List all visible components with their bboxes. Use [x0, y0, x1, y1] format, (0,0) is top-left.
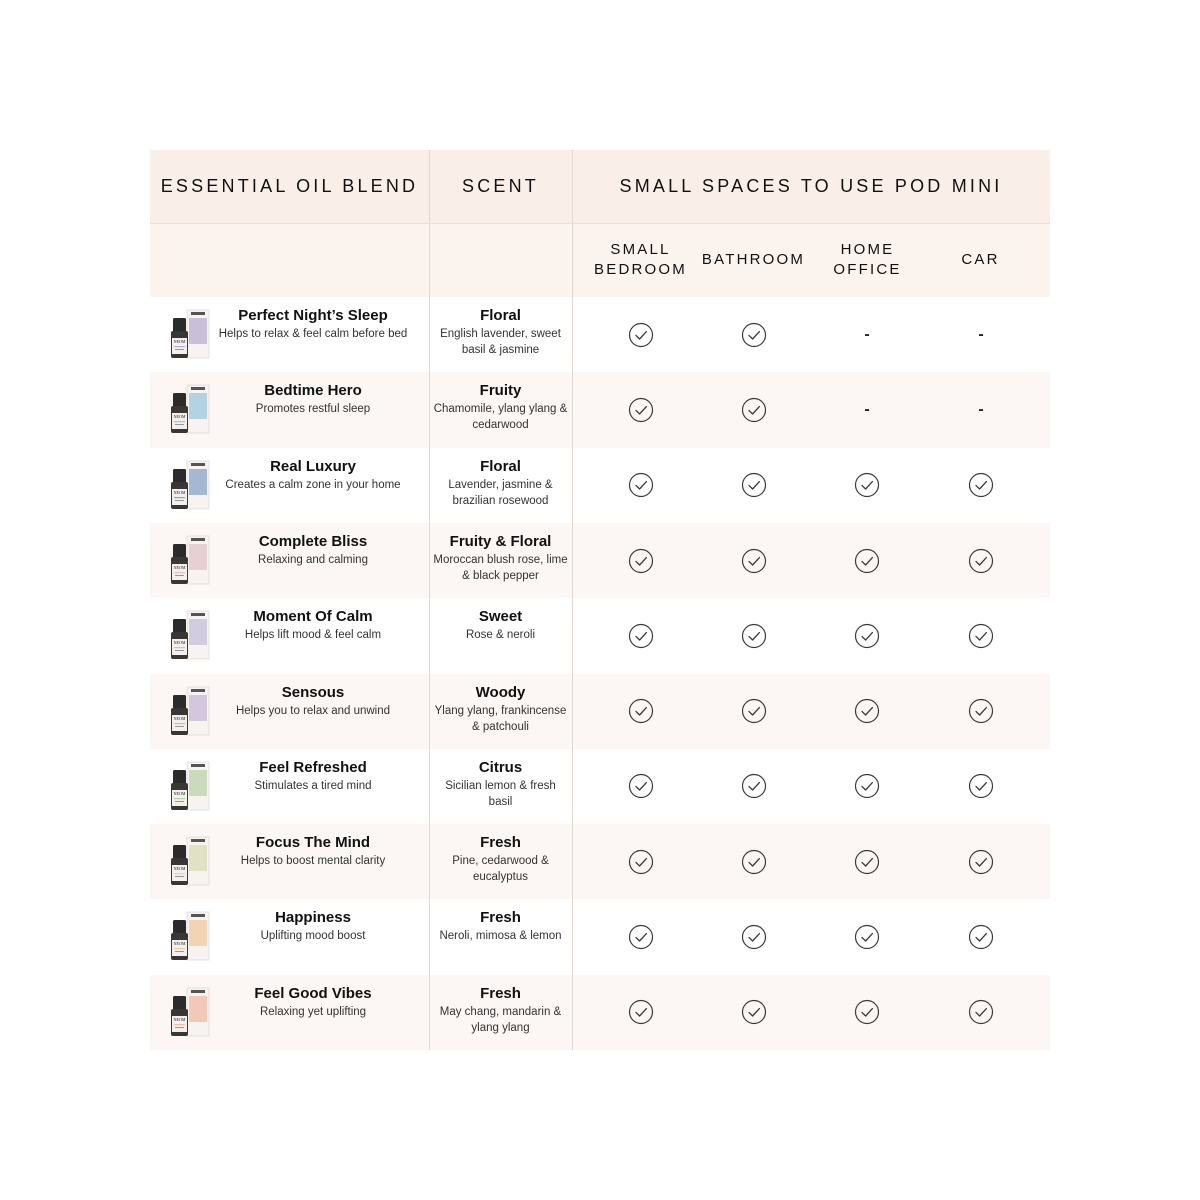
brand-label: NEOM — [173, 564, 186, 570]
space-header-small-bedroom: SMALL BEDROOM — [594, 241, 687, 278]
blend-name: Bedtime Hero — [264, 382, 362, 400]
comparison-table — [150, 150, 1050, 1050]
table-row — [150, 598, 1050, 673]
scent-name: Woody — [475, 683, 526, 701]
check-icon — [628, 397, 654, 423]
brand-label: NEOM — [173, 1016, 186, 1022]
blend-name: Feel Refreshed — [259, 758, 367, 776]
table-row — [150, 899, 1050, 974]
brand-label: NEOM — [173, 866, 186, 872]
scent-notes: Moroccan blush rose, lime & black pepper — [433, 553, 568, 582]
table-row — [150, 749, 1050, 824]
check-icon — [854, 472, 880, 498]
table-row — [150, 297, 1050, 372]
blend-description: Helps you to relax and unwind — [235, 704, 391, 717]
blend-name: Sensous — [281, 683, 345, 701]
check-icon — [741, 623, 767, 649]
space-cell — [698, 448, 811, 523]
check-icon — [628, 924, 654, 950]
check-icon — [628, 773, 654, 799]
scent-notes: Ylang ylang, frankincense & patchouli — [434, 704, 567, 733]
table-row — [150, 523, 1050, 598]
blend-name: Complete Bliss — [258, 532, 368, 550]
header-divider — [150, 223, 1050, 224]
scent-name: Fruity — [479, 382, 522, 400]
space-cell — [698, 598, 811, 673]
check-icon — [968, 924, 994, 950]
space-cell — [811, 523, 924, 598]
not-suitable-dash: - — [978, 400, 984, 418]
check-icon — [968, 472, 994, 498]
column-divider — [429, 150, 430, 1050]
blend-description: Creates a calm zone in your home — [225, 478, 401, 491]
check-icon — [741, 999, 767, 1025]
space-cell — [585, 448, 698, 523]
space-cell — [811, 824, 924, 899]
space-cell — [585, 749, 698, 824]
check-icon — [628, 698, 654, 724]
scent-name: Citrus — [478, 758, 523, 776]
scent-cell — [429, 458, 572, 509]
scent-notes: Pine, cedarwood & eucalyptus — [452, 855, 549, 884]
blend-cell — [212, 834, 414, 869]
scent-name: Fruity & Floral — [449, 532, 552, 550]
blend-description: Relaxing yet uplifting — [259, 1005, 367, 1018]
check-icon — [741, 698, 767, 724]
check-icon — [628, 322, 654, 348]
space-cell — [925, 674, 1038, 749]
scent-cell — [429, 834, 572, 885]
blend-cell — [212, 382, 414, 417]
space-cell — [925, 372, 1038, 447]
product-bottle-icon — [167, 534, 211, 586]
check-icon — [741, 773, 767, 799]
blend-cell — [212, 458, 414, 493]
product-bottle-icon — [167, 910, 211, 962]
space-cell — [698, 674, 811, 749]
check-icon — [968, 849, 994, 875]
scent-notes: Lavender, jasmine & brazilian rosewood — [448, 478, 553, 507]
scent-cell — [429, 684, 572, 735]
scent-name: Fresh — [480, 984, 521, 1002]
blend-name: Perfect Night’s Sleep — [238, 307, 388, 324]
check-icon — [628, 472, 654, 498]
check-icon — [741, 472, 767, 498]
space-cell — [925, 824, 1038, 899]
blend-name: Feel Good Vibes — [254, 984, 372, 1002]
space-cell — [925, 598, 1038, 673]
scent-notes: Rose & neroli — [465, 629, 536, 642]
table-row — [150, 372, 1050, 447]
check-icon — [968, 773, 994, 799]
space-cell — [585, 297, 698, 372]
scent-cell — [429, 533, 572, 584]
check-icon — [741, 548, 767, 574]
scent-cell — [429, 382, 572, 433]
space-cell — [698, 975, 811, 1050]
check-icon — [854, 999, 880, 1025]
brand-label: NEOM — [173, 715, 186, 721]
product-bottle-icon — [167, 308, 211, 360]
check-icon — [854, 623, 880, 649]
scent-name: Sweet — [478, 608, 523, 626]
check-icon — [968, 623, 994, 649]
blend-cell — [212, 759, 414, 794]
column-header-scent: SCENT — [461, 176, 539, 196]
space-header-car: CAR — [961, 251, 1000, 268]
space-cell — [925, 975, 1038, 1050]
space-cell — [585, 523, 698, 598]
check-icon — [854, 548, 880, 574]
space-cell — [585, 598, 698, 673]
not-suitable-dash: - — [978, 325, 984, 343]
blend-cell — [212, 307, 414, 342]
blend-cell — [212, 533, 414, 568]
scent-cell — [429, 985, 572, 1036]
check-icon — [968, 548, 994, 574]
product-bottle-icon — [167, 760, 211, 812]
check-icon — [628, 849, 654, 875]
column-header-spaces: SMALL SPACES TO USE POD MINI — [619, 176, 1003, 196]
blend-cell — [212, 684, 414, 719]
column-header-blend: ESSENTIAL OIL BLEND — [160, 176, 419, 196]
space-cell — [698, 297, 811, 372]
product-bottle-icon — [167, 459, 211, 511]
scent-cell — [429, 608, 572, 643]
table-row — [150, 975, 1050, 1050]
scent-name: Fresh — [480, 909, 521, 927]
space-cell — [811, 674, 924, 749]
space-cell — [925, 749, 1038, 824]
table-row — [150, 448, 1050, 523]
scent-cell — [429, 307, 572, 358]
blend-name: Moment Of Calm — [253, 608, 373, 626]
space-cell — [811, 448, 924, 523]
blend-cell — [212, 909, 414, 944]
blend-description: Stimulates a tired mind — [254, 779, 372, 792]
space-cell — [811, 297, 924, 372]
product-bottle-icon — [167, 685, 211, 737]
scent-notes: May chang, mandarin & ylang ylang — [439, 1005, 562, 1034]
space-cell — [585, 899, 698, 974]
scent-cell — [429, 759, 572, 810]
scent-cell — [429, 909, 572, 944]
space-cell — [585, 674, 698, 749]
blend-description: Helps to relax & feel calm before bed — [218, 328, 408, 340]
space-cell — [811, 372, 924, 447]
scent-notes: English lavender, sweet basil & jasmine — [440, 328, 561, 356]
not-suitable-dash: - — [864, 325, 870, 343]
not-suitable-dash: - — [864, 400, 870, 418]
space-header-bathroom: BATHROOM — [701, 251, 806, 268]
space-cell — [698, 372, 811, 447]
scent-notes: Neroli, mimosa & lemon — [439, 930, 562, 943]
brand-label: NEOM — [173, 489, 186, 495]
check-icon — [854, 698, 880, 724]
brand-label: NEOM — [173, 339, 186, 344]
brand-label: NEOM — [173, 414, 186, 420]
space-cell — [925, 899, 1038, 974]
scent-notes: Chamomile, ylang ylang & cedarwood — [433, 403, 568, 432]
space-cell — [585, 372, 698, 447]
space-cell — [925, 297, 1038, 372]
brand-label: NEOM — [173, 790, 186, 796]
check-icon — [741, 397, 767, 423]
brand-label: NEOM — [173, 941, 186, 947]
check-icon — [628, 548, 654, 574]
space-header-home-office: HOME OFFICE — [833, 241, 902, 278]
check-icon — [741, 849, 767, 875]
blend-name: Real Luxury — [270, 457, 356, 475]
column-divider — [572, 150, 573, 1050]
scent-name: Floral — [480, 307, 521, 324]
check-icon — [741, 322, 767, 348]
check-icon — [628, 623, 654, 649]
blend-description: Relaxing and calming — [258, 553, 368, 566]
product-bottle-icon — [167, 835, 211, 887]
space-cell — [585, 975, 698, 1050]
space-cell — [811, 749, 924, 824]
space-cell — [698, 899, 811, 974]
check-icon — [854, 849, 880, 875]
blend-description: Helps to boost mental clarity — [240, 855, 386, 868]
table-row — [150, 824, 1050, 899]
scent-notes: Sicilian lemon & fresh basil — [445, 779, 556, 808]
blend-cell — [212, 985, 414, 1020]
blend-name: Focus The Mind — [255, 834, 371, 852]
space-cell — [925, 523, 1038, 598]
product-bottle-icon — [167, 609, 211, 661]
space-cell — [698, 749, 811, 824]
product-bottle-icon — [167, 383, 211, 435]
check-icon — [968, 999, 994, 1025]
blend-cell — [212, 608, 414, 643]
space-cell — [925, 448, 1038, 523]
product-bottle-icon — [167, 986, 211, 1038]
check-icon — [854, 773, 880, 799]
space-cell — [811, 598, 924, 673]
check-icon — [968, 698, 994, 724]
scent-name: Floral — [480, 457, 521, 475]
scent-name: Fresh — [480, 834, 521, 852]
blend-description: Helps lift mood & feel calm — [244, 629, 382, 642]
space-cell — [698, 824, 811, 899]
space-cell — [811, 899, 924, 974]
brand-label: NEOM — [173, 640, 186, 646]
space-cell — [585, 824, 698, 899]
blend-description: Uplifting mood boost — [260, 930, 366, 943]
space-cell — [698, 523, 811, 598]
space-cell — [811, 975, 924, 1050]
check-icon — [741, 924, 767, 950]
check-icon — [628, 999, 654, 1025]
blend-description: Promotes restful sleep — [255, 403, 371, 416]
check-icon — [854, 924, 880, 950]
table-row — [150, 674, 1050, 749]
blend-name: Happiness — [275, 909, 351, 927]
